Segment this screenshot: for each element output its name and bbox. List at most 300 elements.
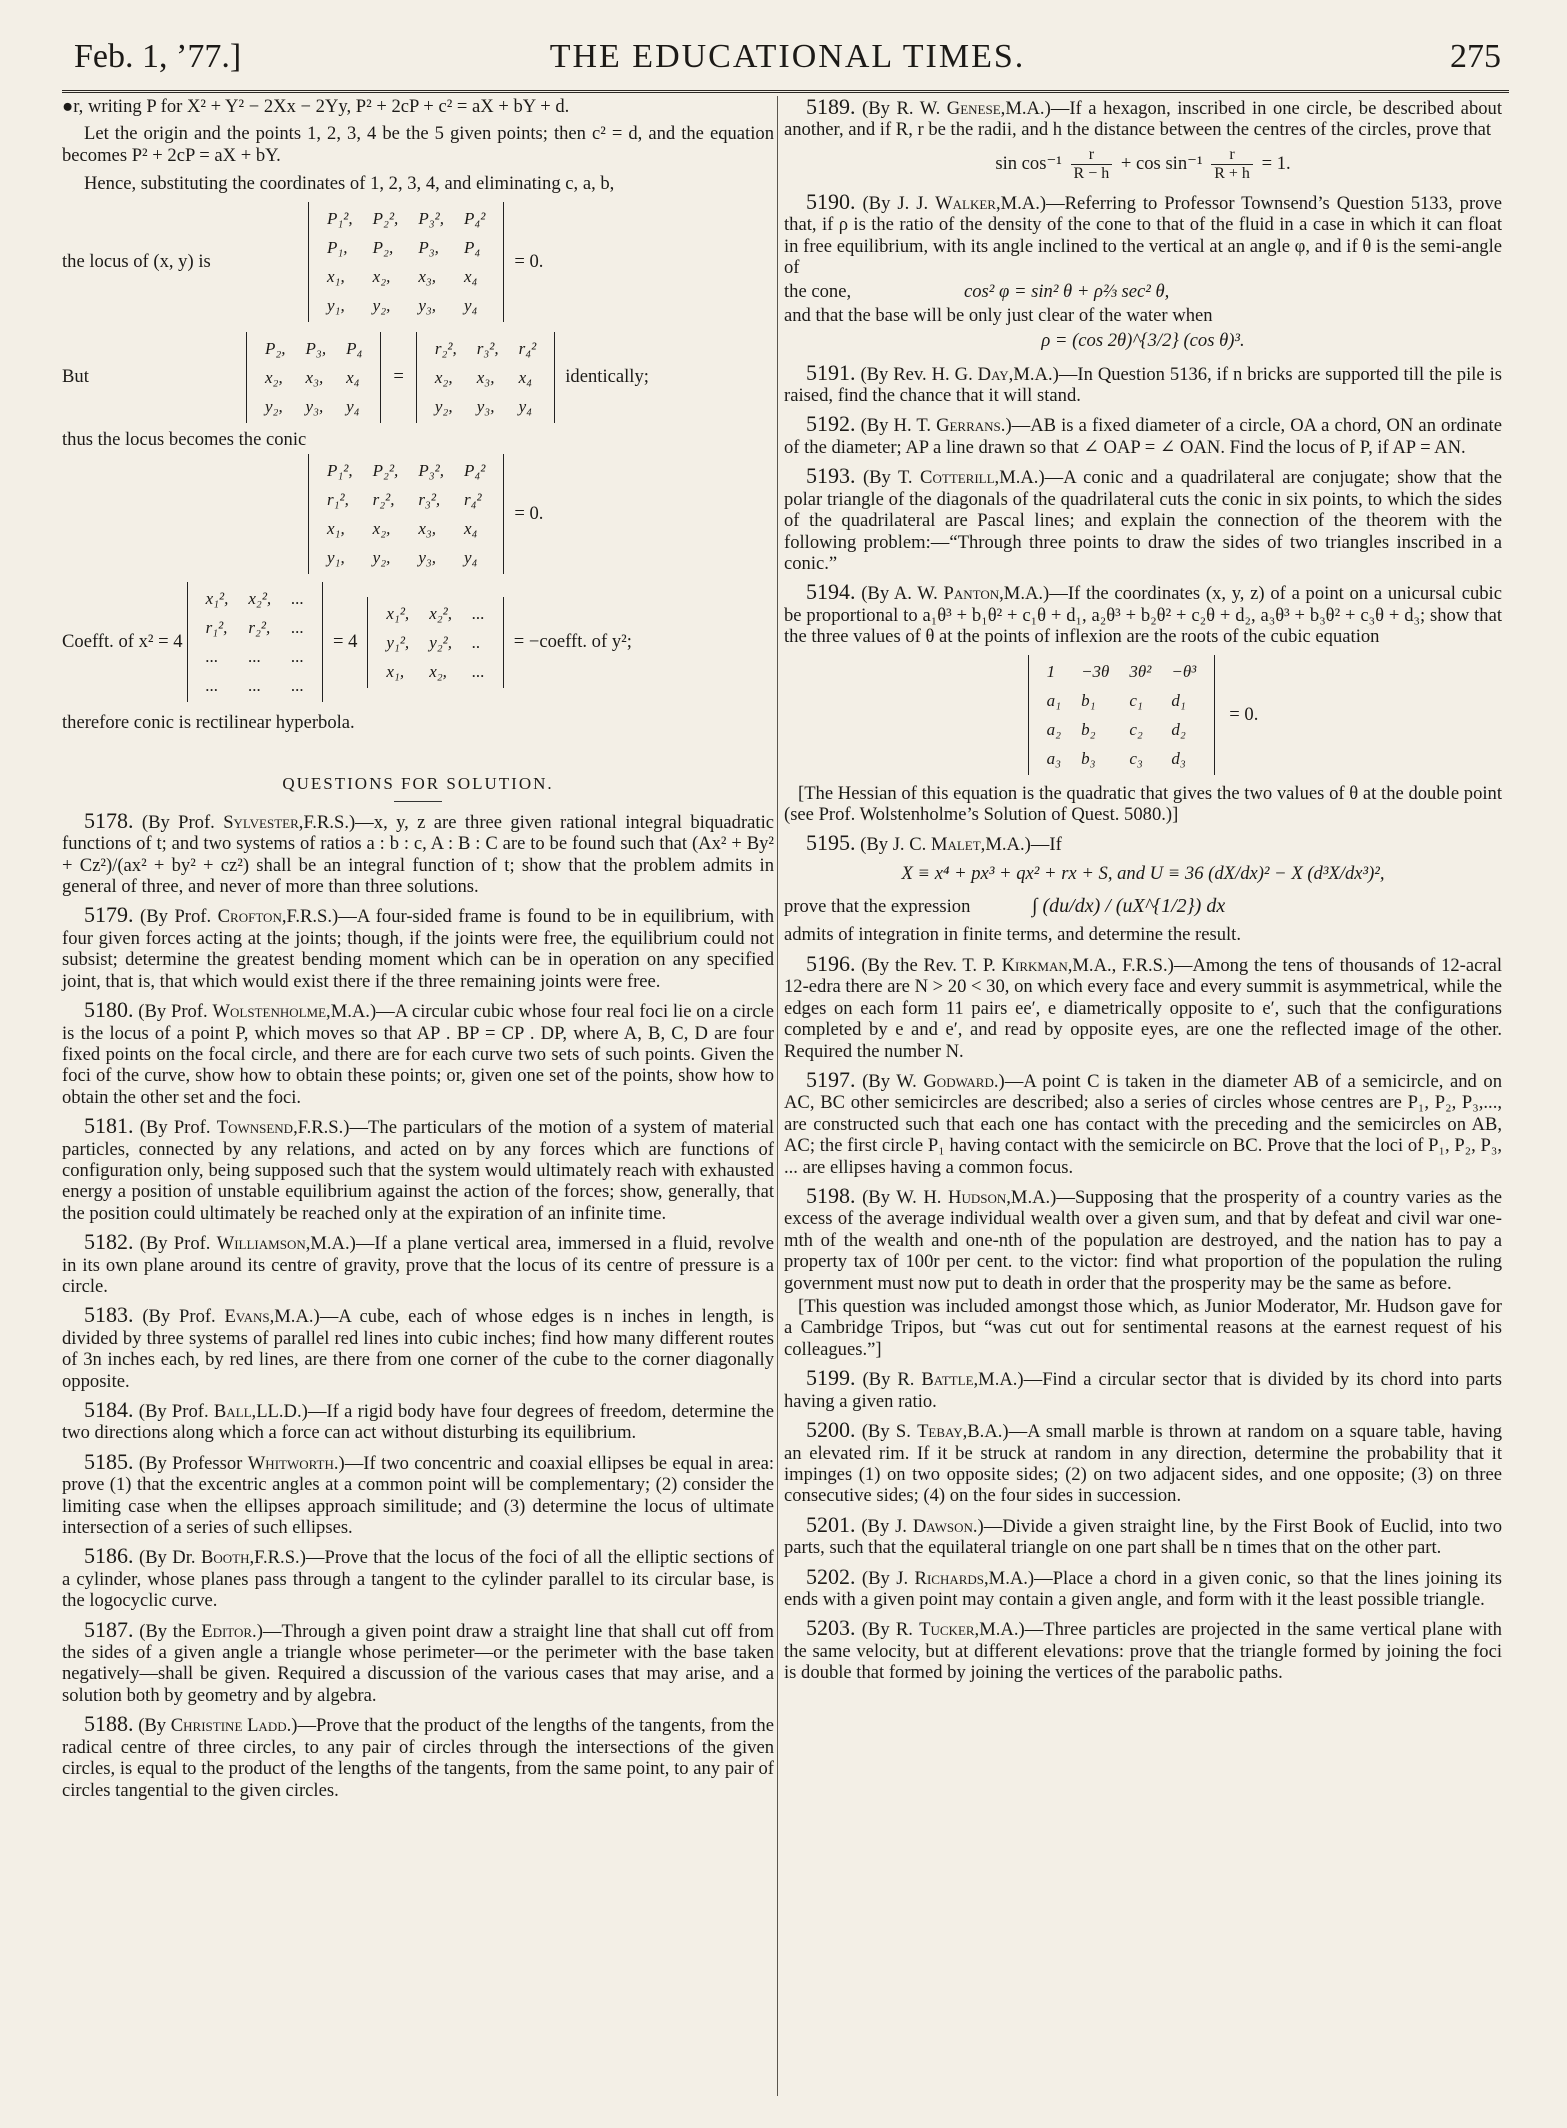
question-credential: ) [998,1071,1005,1092]
question-by: (By T. [862,467,913,489]
section-heading: QUESTIONS FOR SOLUTION. [282,774,554,794]
question-by: (By Professor [138,1452,243,1474]
determinant-row [62,582,774,702]
matrix-cell: ... [291,676,304,696]
matrix-cell: ... [291,647,304,667]
question-credential: F.R.S.) [303,811,356,833]
question-credential: ) [256,1620,263,1642]
matrix-cell: x₁, [327,266,345,286]
matrix-cell: y₃, [476,396,495,416]
matrix-cell: b₃ [1081,748,1096,768]
matrix-cell: x₁, [327,519,345,539]
matrix-cell: ... [472,661,485,681]
question-author: Kirkman, [1001,954,1073,976]
question-number: 5194. [806,579,856,605]
question-by: (By J. C. [860,834,927,856]
question-by: (By [138,1715,167,1737]
matrix-cell: x₂, [372,519,391,539]
question-number: 5180. [84,997,134,1023]
determinant-row [62,454,774,574]
matrix-cell: x₃, [476,367,495,387]
question-by: (By J. J. [862,192,929,214]
matrix-cell: d₁ [1171,690,1186,710]
question-number: 5188. [84,1711,134,1737]
coefficient-tail: = −coefft. of y²; [513,631,632,653]
matrix-cell: r₁², [327,490,349,510]
question-number: 5178. [84,807,134,833]
matrix-cell: y₁, [327,295,345,315]
question-number: 5184. [84,1397,134,1422]
question-number: 5189. [806,94,856,119]
question-credential: M.A.) [1010,1187,1057,1209]
question-credential: M.A.) [1000,192,1047,214]
question-author: Evans, [224,1306,275,1328]
but-label: But [62,366,89,388]
question-by: (By Prof. [138,1401,209,1422]
equals-zero: = 0. [1229,703,1259,725]
equals-zero: = 0. [514,503,544,525]
question-text: —Through a given point draw a straight line that shall cut off from the sides of a given angle a triangle whose perimeter—or the perimeter with the base taken negatively—shall be given. Required a discussion of the various cases that may arise, and a solution both by geometry and by algebra. [62,1620,774,1706]
matrix-cell: x₄ [463,519,478,539]
matrix-cell: x₄ [463,266,478,286]
masthead-title: THE EDUCATIONAL TIMES. [549,38,1026,75]
matrix-cell: P₂, [372,237,394,257]
det-table [1037,657,1207,773]
question-text: —AB is a fixed diameter of a circle, OA a chord, ON an ordinate of the diameter; AP a line drawn so that ∠ OAP = ∠ OAN. Find the locus of P, if AP = AN. [784,415,1502,458]
question-text: —A cube, each of whose edges is n inches in length, is divided by three systems of parallel red lines into cubic inches; find how many different routes of 3n inches each, by red lines, are there from one corner of the cube to the corner diagonally opposite. [62,1306,774,1392]
matrix-cell: y₂², [429,632,452,652]
question [784,359,1502,407]
matrix-cell: r₃², [476,338,499,358]
question [62,807,774,898]
question-by: (By W. [862,1071,917,1092]
question-text: —Referring to Professor Townsend’s Question 5133, prove that, if ρ is the ratio of the density of the cone to that of the fluid in a case in which it can float in free equilibrium, with its angle inclined to the vertical at an angle φ, and if θ is the semi-angle of [784,192,1502,279]
issue-date: Feb. 1, ’77.] [74,38,242,75]
matrix-cell: P₄ [463,237,481,257]
question-credential: M.A.) [310,1233,356,1255]
matrix-cell: c₁ [1129,690,1143,710]
question [784,950,1502,1062]
matrix-cell: ... [291,618,304,638]
question [62,1713,774,1801]
matrix-cell: y₄ [346,396,360,416]
matrix-cell: y₃, [305,396,324,416]
question-credential: ) [1005,415,1012,437]
question [784,1617,1502,1683]
question-by: (By R. [861,1619,913,1641]
question-by: (By Dr. [138,1547,196,1569]
matrix-cell: a₃ [1046,748,1062,768]
question-credential: M.A.) [1013,363,1059,385]
question-author: Ball, [213,1401,257,1422]
question-credential: M.A.) [985,834,1031,856]
question [62,1545,774,1611]
question-text: —A point C is taken in the diameter AB of a semicircle, and on AC, BC other semicircles are described; also a series of circles whose centres are P₁, P₂, P₃,..., are constructed such that each one has contact with the preceding and the semicircles on AB, AC; the first circle P₁ having contact with the semicircle on BC. Prove that the loci of P₁, P₂, P₃, ... are ellipses having a common focus. [784,1071,1503,1178]
matrix-cell: x₂, [429,661,447,681]
question [62,999,774,1108]
question-text: —Three particles are projected in the same vertical plane with the same velocity, but at different elevations: prove that the triangle formed by joining the foci is double that formed by joining the vertices of the parabolic paths. [784,1619,1502,1684]
question-number: 5203. [806,1615,856,1641]
question-credential: F.R.S.) [254,1547,306,1569]
determinant [367,597,503,688]
question-by: (By the [139,1620,196,1642]
matrix-cell: −3θ [1081,661,1110,681]
matrix-cell: c₂ [1129,719,1143,739]
matrix-cell: P₂², [372,461,399,481]
question [62,1399,774,1444]
matrix-cell: x₁², [205,589,229,609]
editor-note: [The Hessian of this equation is the quadratic that gives the two values of θ at the double point (see Prof. Wolstenholme’s Solution of Quest. 5080.)] [784,782,1502,825]
page-number: 275 [1450,38,1501,75]
question-text: —A conic and a quadrilateral are conjugate; show that the polar triangle of the diagonals of the quadrilateral cuts the conic in six points, to which the sides of the quadrilateral are Pascal lines; and explain the connection of the theorem with the following problem:—“Through three points to draw the sides of two triangles inscribed in a conic.” [784,467,1502,574]
question-number: 5191. [806,359,856,385]
matrix-cell: 1 [1046,661,1056,681]
question-by: (By the Rev. T. P. [861,954,996,976]
matrix-cell: ... [248,647,262,667]
question-author: Battle, [921,1369,979,1391]
question-number: 5195. [806,830,856,856]
matrix-cell: P₂², [372,208,399,228]
question [784,1367,1502,1412]
matrix-cell: a₂ [1046,719,1062,739]
editor-note: [This question was included amongst those which, as Junior Moderator, Mr. Hudson gave for a Cambridge Tripos, but “was cut out for sentimental reasons at the earnest request of his colleagues.”] [784,1296,1502,1360]
question [62,1231,774,1297]
matrix-cell: r₁², [205,618,228,638]
matrix-cell: P₁², [327,461,353,481]
question-text: —Prove that the locus of the foci of all the elliptic sections of a cylinder, whose planes pass through a tangent to the cylinder parallel to its circular base, is the logocyclic curve. [62,1547,775,1612]
matrix-cell: y₂, [434,396,453,416]
question-text: —If a rigid body have four degrees of freedom, determine the two directions along which a force can act without disturbing its equilibrium. [62,1401,774,1444]
matrix-cell: ... [472,603,485,623]
question [62,1115,774,1224]
matrix-cell: ... [205,647,219,667]
matrix-cell: y₂, [372,548,391,568]
matrix-cell: P₁², [327,208,353,228]
question-text: —Among the tens of thousands of 12-acral 12-edra there are N > 20 < 30, on which every face and every summit is asymmetrical, while the edges on each form 11 pairs ee′, e diametrically opposite to e′, such that the configurations completed by e and e′, and read by opposite eyes, are one the reflected image of the other. Required the number N. [784,954,1502,1062]
question-author: Townsend, [216,1117,298,1139]
text-line: ●r, writing P for X² + Y² − 2Xx − 2Yy, P² + 2cP + c² = aX + bY + d. [62,96,570,117]
question-author: Wolstenholme, [212,1001,331,1023]
question-number: 5186. [84,1543,134,1569]
determinant-row [62,332,774,423]
equals-sign: = [393,366,404,388]
question [784,188,1502,279]
heading-rule [394,801,442,802]
question-number: 5193. [806,463,856,489]
question-by: (By J. [861,1515,907,1537]
question-credential: F.R.S.) [297,1117,350,1139]
question-credential: M.A., F.R.S.) [1072,954,1174,976]
matrix-cell: x₂², [429,603,452,623]
question-text: —A four-sided frame is found to be in equilibrium, with four given forces acting at the joints; though, if the joints were free, the equilibrium could not subsist; determine the greatest bending moment which can be in operation on any specified joint, that is, that which would exist there if the three remaining joints were free. [62,906,775,992]
question-number: 5200. [806,1417,856,1443]
question-by: (By Prof. [139,1233,211,1255]
matrix-cell: x₂, [372,266,391,286]
question-text: —A circular cubic whose four real foci lie on a circle is the locus of a point P, which moves so that AP . BP = CP . DP, where A, B, C, D are four fixed points on the focal circle, and there are for each curve two sets of such points. Given the foci of the curve, show how to obtain these points; or, given one set of the points, show how to obtain the other set and the foci. [62,1001,775,1108]
matrix-cell: y₁², [386,632,410,652]
fraction: $\frac{r}{R + h}$ [1211,146,1253,183]
matrix-cell: d₃ [1171,748,1186,768]
matrix-cell: r₂², [434,338,457,358]
question-credential: M.A.) [978,1369,1024,1391]
determinant-row [62,202,774,322]
question-by: (By Rev. H. G. [860,363,973,385]
question-author: Panton, [943,583,1004,605]
question-text: —The particulars of the motion of a system of material particles, connected by any relations, and acted on by any forces which are functions of configuration only, being supposed such that the system would ultimately reach with exhausted energy a position of unstable equilibrium against the action of the forces; show, generally, that the position could ultimately be reached only at the expiration of an infinite time. [62,1117,774,1224]
matrix-cell: .. [472,632,481,652]
matrix-cell: ... [205,676,219,696]
question-by: (By Prof. [142,1306,216,1328]
question-credential: ) [338,1452,345,1474]
question-credential: M.A.) [274,1306,320,1328]
identically-label: identically; [565,366,649,388]
matrix-cell: x₂², [248,589,272,609]
formula: cos² φ = sin² θ + ρ⅔ sec² θ, [964,281,1170,303]
matrix-cell: y₄ [463,295,478,315]
matrix-cell: P₁, [327,237,348,257]
question-by: (By A. W. [861,583,938,605]
question-number: 5202. [806,1563,856,1589]
question-number: 5182. [84,1229,134,1255]
question-text: —If two concentric and coaxial ellipses be equal in area: prove (1) that the excentric angles at a common point will be complementary; (2) consider the limiting case when the ellipses approach similitude; and (3) determine the locus of ultimate intersection of a series of such ellipses. [62,1452,774,1539]
determinant [246,332,381,423]
question-text: —x, y, z are three given rational integral biquadratic functions of t; and two systems of ratios a : b : c, A : B : C are to be found such that (Ax² + By² + Cz²)/(ax² + by² + cz²) shall be an integral function of t; show that the problem admits in general of three, and never of more than three solutions. [62,811,774,898]
question-text: —Find a circular sector that is divided by its chord into parts having a given ratio. [784,1369,1503,1412]
question-by: (By J. [861,1567,909,1589]
question-author: Dawson. [912,1515,978,1537]
question-author: Cotterill, [920,467,1000,489]
question-credential: M.A.) [330,1001,377,1023]
matrix-cell: P₃², [418,208,444,228]
matrix-cell: x₃, [305,367,324,387]
matrix-cell: P₃, [305,338,327,358]
determinant-row [784,655,1502,775]
page-header [74,38,1501,84]
question-number: 5199. [806,1365,856,1391]
question-by: (By Prof. [141,811,215,833]
question-credential: LL.D.) [256,1401,308,1422]
question-number: 5187. [84,1616,134,1642]
matrix-cell: x₁², [386,603,410,623]
text-line: admits of integration in finite terms, and determine the result. [784,923,1241,945]
question-author: Booth, [201,1547,255,1569]
question-author: Whitworth. [247,1452,339,1474]
question [784,1185,1502,1294]
question-by: (By Prof. [138,1001,208,1023]
question [784,832,1502,855]
question-number: 5179. [84,902,134,928]
matrix-cell: x₂, [265,367,283,387]
header-rule [62,90,1509,93]
matrix-cell: r₄² [463,490,482,510]
matrix-cell: x₃, [418,266,437,286]
question [784,465,1502,574]
matrix-cell: P₃, [418,237,439,257]
matrix-cell: ... [291,589,304,609]
det-table [376,599,494,686]
question-author: Richards, [914,1567,989,1589]
matrix-cell: y₄ [518,396,533,416]
questions-list [62,807,775,1801]
matrix-cell: x₂, [434,367,453,387]
question-number: 5181. [84,1113,134,1139]
det-table [425,334,546,421]
question-text: —Divide a given straight line, by the First Book of Euclid, into two parts, such that the equilateral triangle on one part shall be n times that on the other part. [784,1515,1502,1559]
question-author: Tucker, [919,1619,980,1641]
coefficient-label: Coefft. of x² = 4 [62,631,183,653]
text-line: therefore conic is rectilinear hyperbola. [62,712,355,734]
question-by: (By R. [862,1369,915,1391]
left-column [62,96,774,1808]
question [784,96,1502,141]
det-table [317,456,495,572]
matrix-cell: r₄² [518,338,537,358]
matrix-cell: y₂, [372,295,391,315]
question-author: Walker, [935,192,1001,214]
matrix-cell: x₄ [518,367,533,387]
matrix-cell: b₂ [1081,719,1096,739]
formula-row [784,281,1502,302]
text-line: thus the locus becomes the conic [62,428,307,450]
question-credential: B.A.) [967,1421,1009,1443]
matrix-cell: P₄ [346,338,363,358]
matrix-cell: P₂, [265,338,286,358]
question-text: —In Question 5136, if n bricks are supported till the pile is raised, find the chance that it will stand. [784,363,1502,407]
question-number: 5190. [806,188,856,214]
question-number: 5185. [84,1448,134,1474]
det-table [317,204,495,320]
question-author: Gerrans. [936,415,1006,437]
right-column [784,96,1502,1691]
question [784,1419,1502,1507]
determinant [1028,655,1216,775]
question [784,1511,1502,1559]
equals-four: = 4 [332,631,358,653]
question-author: Christine Ladd. [170,1715,292,1737]
question-author: Day, [977,363,1014,385]
question-number: 5192. [806,411,856,437]
matrix-cell: a₁ [1046,690,1062,710]
locus-label: the locus of (x, y) is [62,250,211,272]
determinant [308,202,504,322]
determinant [308,454,504,574]
question-number: 5198. [806,1183,856,1209]
question-number: 5183. [84,1302,134,1328]
matrix-cell: y₂, [265,396,283,416]
matrix-cell: P₃², [418,461,444,481]
question-text: —If the coordinates (x, y, z) of a point on a unicursal cubic be proportional to a₁θ³ + b₁θ² + c₁θ + d₁, a₂θ³ + b₂θ² + c₂θ + d₂, a₃θ³ + b₃θ² + c₃θ + d₃; show that the three values of θ at the points of inflexion are the roots of the cubic equation [784,583,1502,648]
question-author: Malet, [930,834,986,856]
matrix-cell: r₃², [418,490,441,510]
determinant [187,582,323,702]
matrix-cell: r₂², [248,618,271,638]
question-number: 5201. [806,1511,856,1537]
matrix-cell: y₃, [418,548,437,568]
question [62,1304,774,1392]
question-number: 5197. [806,1067,856,1092]
integral-formula: ∫ (du/dx) / (uX^{1/2}) dx [1032,895,1226,918]
question-author: Crofton, [217,906,287,928]
column-divider [777,96,778,2096]
question-author: Godward. [923,1071,999,1092]
question-author: Williamson, [216,1233,311,1255]
question-credential: ) [977,1515,984,1537]
determinant [416,332,555,423]
question-by: (By Prof. [140,906,212,928]
matrix-cell: x₁, [386,661,405,681]
matrix-cell: ... [248,676,262,696]
formula: X ≡ x⁴ + px³ + qx² + rx + S, and U ≡ 36 (dX/dx)² − X (d³X/dx³)², [901,862,1385,884]
question [784,1563,1502,1611]
question [784,1069,1502,1178]
paragraph: Let the origin and the points 1, 2, 3, 4 be the 5 given points; then c² = d, and the equation becomes P² + 2cP = aX + bY. [62,123,774,166]
question-credential: F.R.S.) [286,906,339,928]
det-table [196,584,314,700]
question [62,1616,774,1707]
det-table [255,334,372,421]
question-credential: M.A.) [979,1619,1025,1641]
question [62,1448,774,1539]
question-credential: M.A.) [1003,583,1050,605]
question-credential: M.A.) [999,467,1045,489]
question-by: (By W. H. [862,1187,942,1209]
question-author: Sylvester, [223,811,304,833]
question-author: Tebay, [917,1421,968,1443]
paragraph: Hence, substituting the coordinates of 1, 2, 3, 4, and eliminating c, a, b, [84,173,615,195]
question-by: (By Prof. [139,1117,211,1139]
question-by: (By H. T. [860,415,931,437]
matrix-cell: x₃, [418,519,437,539]
question-text: —Place a chord in a given conic, so that the lines joining its ends with a given point may contain a given angle, and form with it the least possible triangle. [784,1567,1502,1610]
question-author: Hudson, [948,1187,1011,1209]
question-text: —Supposing that the prosperity of a country varies as the excess of the average individual wealth over a given sum, and that by defeat and civil war one-mth of the wealth and one-nth of the population are destroyed, and the nation has to pay a property tax of 100r per cent. to the victor: find what proportion of the population the ruling government must now put to death in order that the prosperity may be the same as before. [784,1187,1502,1294]
question-text: —If [1030,834,1062,856]
question [784,413,1502,458]
formula: sin cos⁻¹ $\frac{r}{R - h}$ + cos sin⁻¹ $\frac{r}{R + h}$ = 1. [995,145,1291,182]
question-by: (By S. [861,1421,911,1443]
formula-label: prove that the expression [784,896,971,918]
matrix-cell: −θ³ [1171,661,1197,681]
matrix-cell: 3θ² [1129,661,1152,681]
matrix-cell: P₄² [463,208,486,228]
matrix-cell: r₂², [372,490,395,510]
question-text: —A small marble is thrown at random on a square table, having an elevated rim. If it be struck at random in any direction, determine the probability that it impinges (1) on two opposite sides; (2) on two adjacent sides, and one opposite; (3) on three consecutive sides; (4) on the four sides in succession. [784,1421,1503,1507]
question-text: —If a plane vertical area, immersed in a fluid, revolve in its own plane around its centre of gravity, prove that the locus of its centre of pressure is a circle. [62,1233,774,1297]
matrix-cell: y₃, [418,295,437,315]
question [784,581,1502,647]
question-number: 5196. [806,950,856,976]
question-text: —Prove that the product of the lengths of the tangents, from the radical centre of three circles, to any pair of circles through the intersections of the given circles, is equal to the product of the lengths of the tangents, from the same point, to any pair of circles tangential to the given circles. [62,1715,774,1801]
question [62,904,774,992]
matrix-cell: c₃ [1129,748,1143,768]
question-text: —If a hexagon, inscribed in one circle, be described about another, and if R, r be the radii, and h the distance between the centres of the circles, prove that [784,98,1502,141]
matrix-cell: x₄ [346,367,360,387]
equals-zero: = 0. [514,250,544,272]
matrix-cell: y₁, [327,548,345,568]
formula-row [784,896,1502,917]
text-line: and that the base will be only just clear of the water when [784,304,1213,326]
matrix-cell: P₄² [463,461,486,481]
question-author: Editor. [201,1620,257,1642]
formula: ρ = (cos 2θ)^{3/2} (cos θ)³. [1041,330,1245,352]
matrix-cell: y₄ [463,548,478,568]
question-by: (By R. W. [862,98,941,119]
fraction: $\frac{r}{R - h}$ [1071,146,1113,183]
matrix-cell: b₁ [1081,690,1096,710]
matrix-cell: d₂ [1171,719,1186,739]
question-author: Genese, [946,98,1006,119]
question-credential: M.A.) [988,1567,1035,1589]
